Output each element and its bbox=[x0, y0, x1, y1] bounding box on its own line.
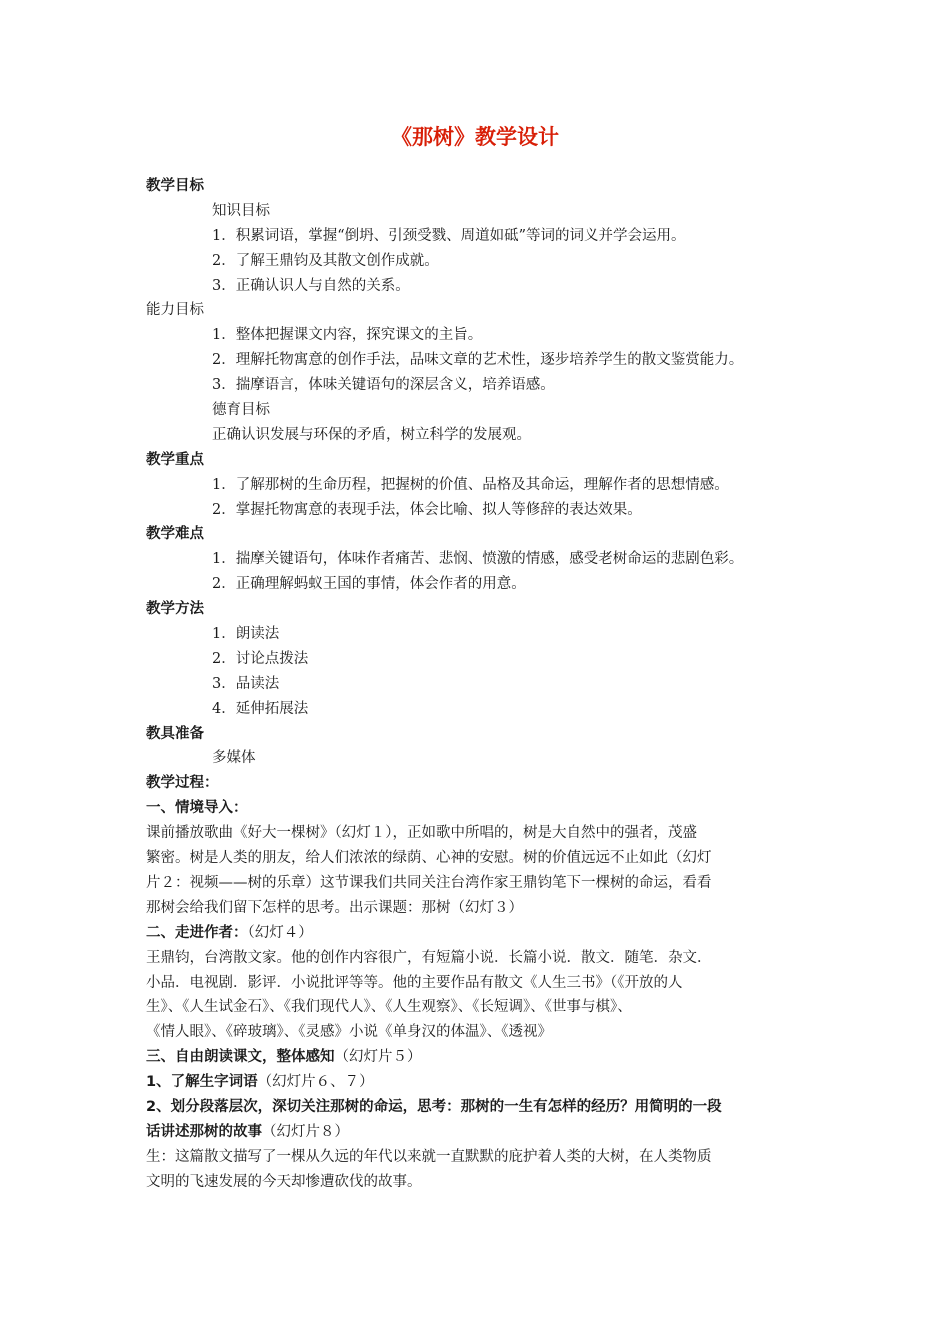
list-item: 2．讨论点拨法 bbox=[212, 650, 309, 667]
slide-note: （幻灯片６、７） bbox=[257, 1074, 374, 1091]
list-item: 3．揣摩语言，体味关键语句的深层含义，培养语感。 bbox=[212, 377, 555, 394]
list-item: 2．理解托物寓意的创作手法，品味文章的艺术性，逐步培养学生的散文鉴赏能力。 bbox=[212, 352, 744, 369]
process-step-3 bbox=[146, 1045, 816, 1070]
paragraph-line: 生：这篇散文描写了一棵从久远的年代以来就一直默默的庇护着人类的大树，在人类物质 bbox=[146, 1148, 712, 1165]
list-item: 1．了解那树的生命历程，把握树的价值、品格及其命运，理解作者的思想情感。 bbox=[212, 476, 729, 493]
section-heading-tools: 教具准备 bbox=[146, 725, 204, 742]
process-step-3-1-heading: 1、了解生字词语 bbox=[146, 1074, 258, 1091]
section-heading-difficulties: 教学难点 bbox=[146, 526, 204, 543]
section-heading-process: 教学过程： bbox=[146, 775, 219, 792]
paragraph-line: 片２：视频——树的乐章）这节课我们共同关注台湾作家王鼎钧笔下一棵树的命运，看看 bbox=[146, 874, 712, 891]
subheading-moral: 德育目标 bbox=[212, 402, 270, 419]
list-item: 1．朗读法 bbox=[212, 626, 280, 643]
paragraph-line: 文明的飞速发展的今天却惨遭砍伐的故事。 bbox=[146, 1173, 422, 1190]
slide-note: （幻灯片５） bbox=[334, 1049, 422, 1066]
paragraph-line: 课前播放歌曲《好大一棵树》（幻灯１），正如歌中所唱的，树是大自然中的强者，茂盛 bbox=[146, 825, 697, 842]
process-step-2-heading: 二、走进作者： bbox=[146, 924, 248, 941]
process-step-3-2-heading-cont: 话讲述那树的故事 bbox=[146, 1123, 262, 1140]
process-step-3-heading: 三、自由朗读课文，整体感知 bbox=[146, 1049, 335, 1066]
process-step-3-2 bbox=[146, 1120, 816, 1145]
process-step-2 bbox=[146, 921, 816, 946]
paragraph-line: 小品．电视剧．影评．小说批评等等。他的主要作品有散文《人生三书》（《开放的人 bbox=[146, 974, 683, 991]
list-item: 2．正确理解蚂蚁王国的事情，体会作者的用意。 bbox=[212, 576, 526, 593]
list-item: 3．正确认识人与自然的关系。 bbox=[212, 277, 410, 294]
section-heading-goals: 教学目标 bbox=[146, 178, 204, 194]
list-item: 2．了解王鼎钧及其散文创作成就。 bbox=[212, 252, 439, 269]
list-item: 3．品读法 bbox=[212, 675, 280, 692]
document-body bbox=[146, 174, 816, 1195]
document-title: 《那树》教学设计 bbox=[391, 125, 559, 149]
process-step-3-2-heading: 2、划分段落层次，深切关注那树的命运，思考：那树的一生有怎样的经历？用简明的一段 bbox=[146, 1098, 722, 1115]
paragraph-line: 王鼎钧，台湾散文家。他的创作内容很广，有短篇小说．长篇小说．散文．随笔．杂文． bbox=[146, 949, 712, 966]
paragraph-line: 《情人眼》、《碎玻璃》、《灵感》小说《单身汉的体温》、《透视》 bbox=[146, 1024, 552, 1041]
list-item: 1．揣摩关键语句，体味作者痛苦、悲悯、愤激的情感，感受老树命运的悲剧色彩。 bbox=[212, 551, 744, 568]
paragraph-line: 那树会给我们留下怎样的思考。出示课题：那树（幻灯３） bbox=[146, 899, 523, 916]
section-heading-methods: 教学方法 bbox=[146, 601, 204, 618]
process-step-3-1 bbox=[146, 1070, 816, 1095]
section-heading-key-points: 教学重点 bbox=[146, 451, 204, 468]
list-item: 1．积累词语，掌握“倒坍、引颈受戮、周道如砥”等词的词义并学会运用。 bbox=[212, 227, 686, 244]
moral-text: 正确认识发展与环保的矛盾，树立科学的发展观。 bbox=[212, 426, 531, 443]
subheading-ability: 能力目标 bbox=[146, 302, 204, 319]
slide-note: （幻灯４） bbox=[247, 924, 313, 941]
paragraph-line: 繁密。树是人类的朋友，给人们浓浓的绿荫、心神的安慰。树的价值远远不止如此（幻灯 bbox=[146, 850, 712, 867]
paragraph-line: 生》、《人生试金石》、《我们现代人》、《人生观察》、《长短调》、《世事与棋》、 bbox=[146, 999, 632, 1016]
process-step-1-heading: 一、情境导入： bbox=[146, 800, 248, 817]
subheading-knowledge: 知识目标 bbox=[212, 202, 270, 219]
slide-note: （幻灯片８） bbox=[262, 1123, 349, 1140]
list-item: 4．延伸拓展法 bbox=[212, 700, 309, 717]
tools-text: 多媒体 bbox=[212, 750, 256, 767]
list-item: 1．整体把握课文内容，探究课文的主旨。 bbox=[212, 327, 483, 344]
list-item: 2．掌握托物寓意的表现手法，体会比喻、拟人等修辞的表达效果。 bbox=[212, 501, 642, 518]
